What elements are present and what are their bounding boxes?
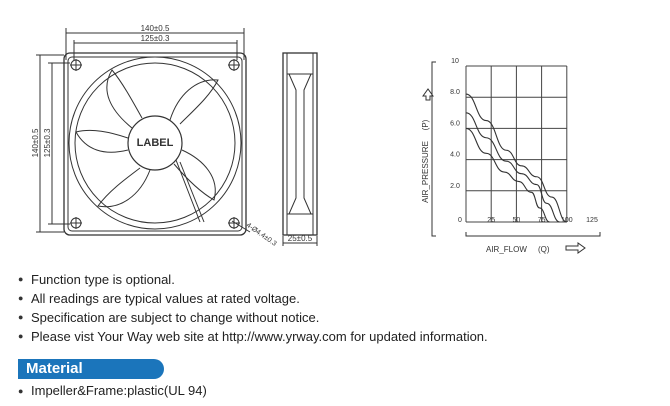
material-text: Impeller&Frame:plastic(UL 94) (31, 383, 207, 398)
x-tick-label: 75 (537, 217, 546, 224)
note-text: Specification are subject to change without notice. (31, 310, 320, 325)
notes-list (18, 270, 488, 346)
y-tick-label: 10 (451, 58, 459, 65)
note-text: All readings are typical values at rated voltage. (31, 291, 300, 306)
fan-label: LABEL (136, 137, 174, 149)
note-item (18, 308, 488, 327)
chart-grid (466, 66, 567, 222)
hole-dimension: 4-Ø4.4±0.3 (244, 221, 278, 248)
y-tick-label: 8.0 (450, 89, 460, 97)
y-tick-label: 6.0 (450, 120, 460, 128)
depth-dimension: 25±0.5 (287, 234, 313, 243)
y-axis-symbol: (P) (421, 119, 430, 131)
dim-top-inner: 125±0.3 (140, 34, 170, 43)
dim-left-outer: 140±0.5 (31, 128, 40, 158)
note-text: Please vist Your Way web site at http://www.yrway.com for updated information. (31, 329, 488, 344)
x-tick-label: 100 (560, 217, 573, 224)
note-text: Function type is optional. (31, 272, 175, 287)
section-title: Material (26, 360, 83, 377)
dim-top-outer: 140±0.5 (140, 24, 170, 33)
x-axis-label: AIR_FLOW (486, 245, 527, 254)
note-item (18, 270, 488, 289)
x-tick-label: 50 (512, 217, 521, 224)
y-tick-label: 2.0 (450, 182, 460, 190)
x-tick-label: 125 (586, 217, 598, 224)
pq-chart (421, 58, 600, 254)
y-tick-label: 4.0 (450, 151, 460, 159)
x-tick-label: 25 (487, 217, 496, 224)
x-axis-symbol: (Q) (538, 245, 550, 254)
fan-side-view (283, 53, 317, 246)
fan-front-view (36, 28, 246, 235)
x-tick-label: 0 (458, 217, 462, 224)
pq-curve-3 (466, 128, 550, 222)
note-item (18, 327, 488, 346)
dim-left-inner: 125±0.3 (43, 128, 52, 158)
bullet-icon: ● (18, 385, 24, 396)
pq-curve-2 (466, 113, 560, 222)
bullet-icon: ● (18, 312, 24, 322)
bullet-icon: ● (18, 293, 24, 303)
material-item (18, 383, 207, 398)
note-item (18, 289, 488, 308)
bullet-icon: ● (18, 331, 24, 341)
y-axis-label: AIR_PRESSURE (421, 141, 430, 203)
x-arrow-icon (566, 243, 585, 253)
bullet-icon: ● (18, 274, 24, 284)
